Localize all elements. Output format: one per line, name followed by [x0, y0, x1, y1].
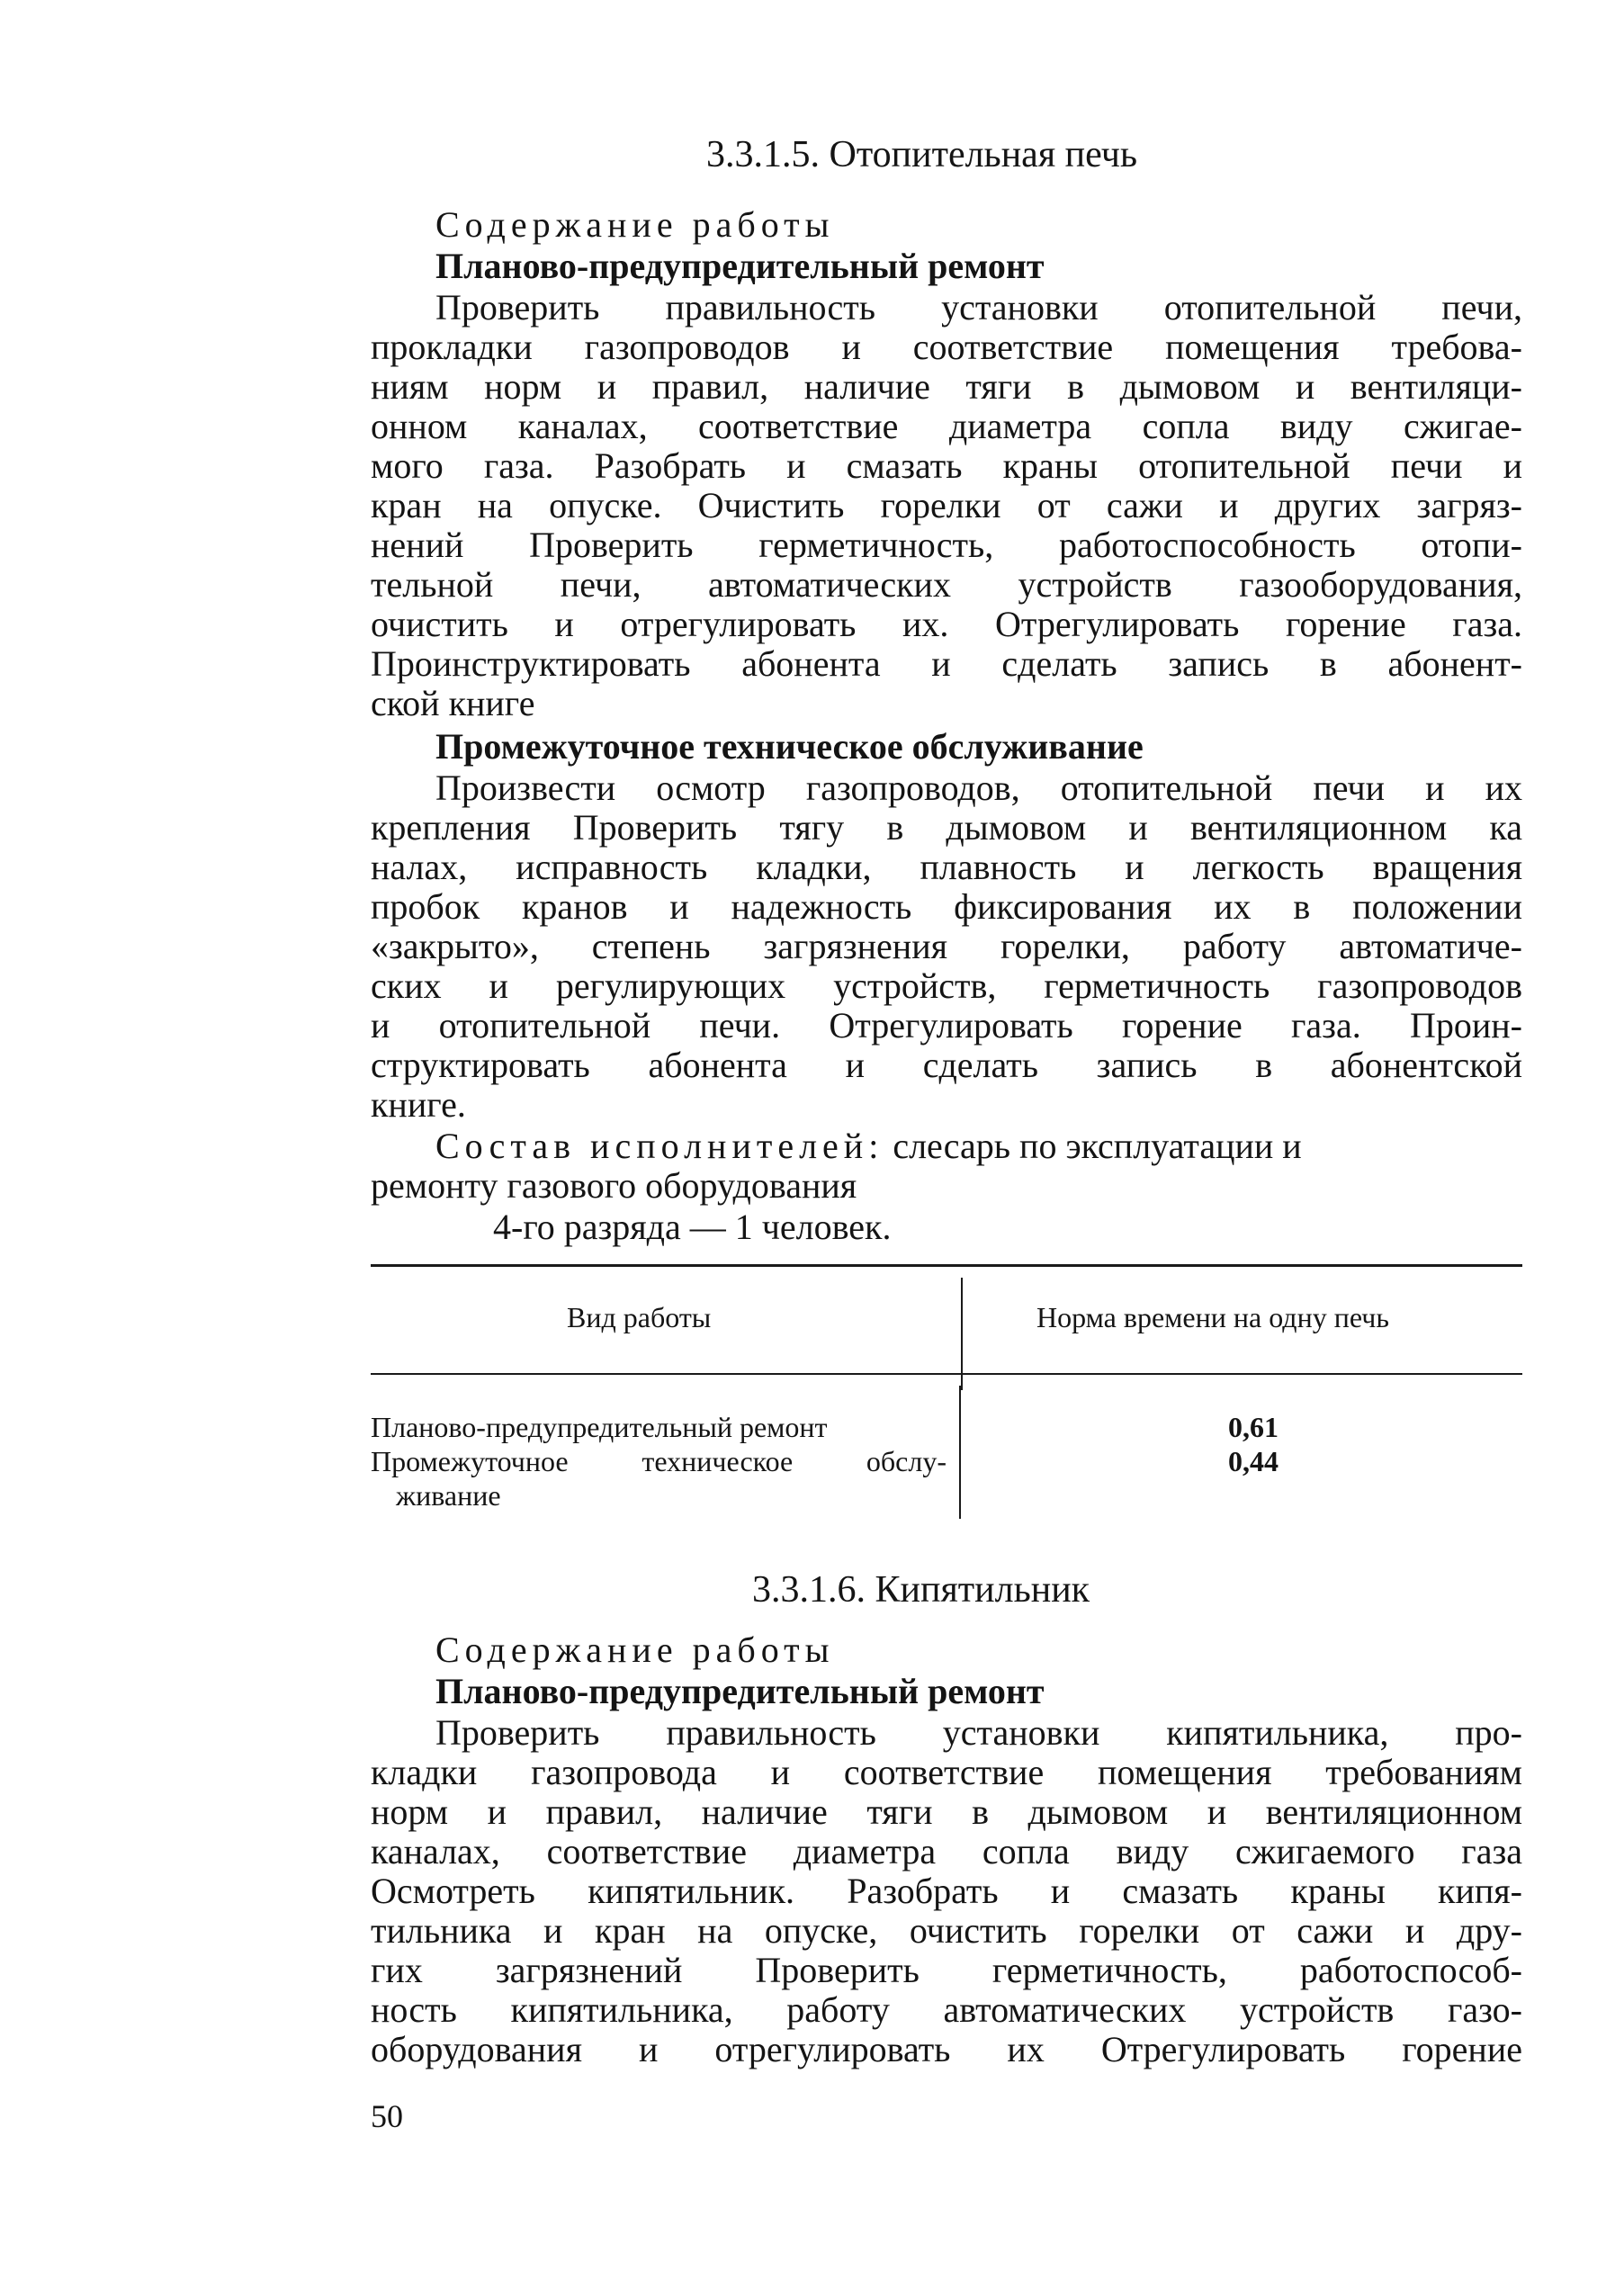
- text-line: каналах, соответствие диаметра сопла виду сжигаемого газа: [371, 1831, 1522, 1872]
- table-row-2-label-cont: живание: [396, 1479, 501, 1512]
- content-label: Содержание работы: [435, 1629, 835, 1670]
- text-line: ность кипятильника, работу автоматических устройств газо-: [371, 1989, 1522, 2030]
- text-line: мого газа. Разобрать и смазать краны отопительной печи и: [371, 445, 1522, 486]
- section-heading: 3.3.1.6. Кипятильник: [752, 1569, 1090, 1611]
- text-line: тильника и кран на опуске, очистить горелки от сажи и дру-: [371, 1910, 1522, 1951]
- performers-text: слесарь по эксплуатации и: [893, 1126, 1302, 1166]
- text-line: структировать абонента и сделать запись в абонентской: [371, 1045, 1522, 1085]
- text-line: налах, исправность кладки, плавность и легкость вращения: [371, 847, 1522, 887]
- table-header-time-norm: Норма времени на одну печь: [1036, 1301, 1389, 1333]
- subheading-intermediate-service: Промежуточное техническое обслуживание: [435, 726, 1144, 767]
- text-line: кран на опуске. Очистить горелки от сажи и других загряз-: [371, 485, 1522, 525]
- table-row-2-value: 0,44: [1228, 1445, 1279, 1477]
- text-line: крепления Проверить тягу в дымовом и вентиляционном ка: [371, 807, 1522, 848]
- text-line: ниям норм и правил, наличие тяги в дымовом и вентиляци-: [371, 366, 1522, 407]
- text-line: Произвести осмотр газопроводов, отопительной печи и их: [435, 767, 1522, 808]
- table-row-1-label: Планово-предупредительный ремонт: [371, 1411, 828, 1443]
- text-line: ремонту газового оборудования: [371, 1165, 857, 1206]
- text-line: ской книге: [371, 683, 535, 723]
- text-line: гих загрязнений Проверить герметичность, работоспособ-: [371, 1950, 1522, 1990]
- text-line: Проверить правильность установки отопительной печи,: [435, 287, 1522, 328]
- performers-line: [371, 1127, 1302, 1166]
- text-line: и отопительной печи. Отрегулировать горение газа. Проин-: [371, 1005, 1522, 1046]
- subheading-planned-repair: Планово-предупредительный ремонт: [435, 1671, 1045, 1711]
- content-label: Содержание работы: [435, 204, 835, 245]
- text-line: очистить и отрегулировать их. Отрегулировать горение газа.: [371, 604, 1522, 644]
- text-line: норм и правил, наличие тяги в дымовом и вентиляционном: [371, 1791, 1522, 1832]
- subheading-planned-repair: Планово-предупредительный ремонт: [435, 246, 1045, 286]
- table-top-rule: [371, 1264, 1522, 1267]
- table-body-divider: [959, 1386, 961, 1519]
- text-line: прокладки газопроводов и соответствие помещения требова-: [371, 327, 1522, 367]
- text-line: Проинструктировать абонента и сделать запись в абонент-: [371, 643, 1522, 684]
- table-header-work-type: Вид работы: [567, 1301, 712, 1333]
- text-line: Проверить правильность установки кипятильника, про-: [435, 1712, 1522, 1753]
- text-line: оборудования и отрегулировать их Отрегулировать горение: [371, 2029, 1522, 2069]
- text-line: ских и регулирующих устройств, герметичность газопроводов: [371, 965, 1522, 1006]
- page-number: 50: [371, 2098, 403, 2134]
- text-line: книге.: [371, 1084, 466, 1125]
- text-line: кладки газопровода и соответствие помещения требованиям: [371, 1752, 1522, 1792]
- text-line: тельной печи, автоматических устройств газооборудования,: [371, 564, 1522, 605]
- text-line: пробок кранов и надежность фиксирования их в положении: [371, 886, 1522, 927]
- text-line: Осмотреть кипятильник. Разобрать и смазать краны кипя-: [371, 1871, 1522, 1911]
- text-line: онном каналах, соответствие диаметра сопла виду сжигае-: [371, 406, 1522, 446]
- table-header-rule: [371, 1373, 1522, 1375]
- text-line: 4-го разряда — 1 человек.: [493, 1207, 892, 1247]
- text-line: «закрыто», степень загрязнения горелки, работу автоматиче-: [371, 926, 1522, 966]
- section-heading: 3.3.1.5. Отопительная печь: [706, 134, 1137, 175]
- performers-label: Состав исполнителей:: [435, 1126, 884, 1166]
- text-line: нений Проверить герметичность, работоспособность отопи-: [371, 525, 1522, 565]
- table-row-1-value: 0,61: [1228, 1411, 1279, 1443]
- table-row-2-label: Промежуточное техническое обслу-: [371, 1445, 947, 1477]
